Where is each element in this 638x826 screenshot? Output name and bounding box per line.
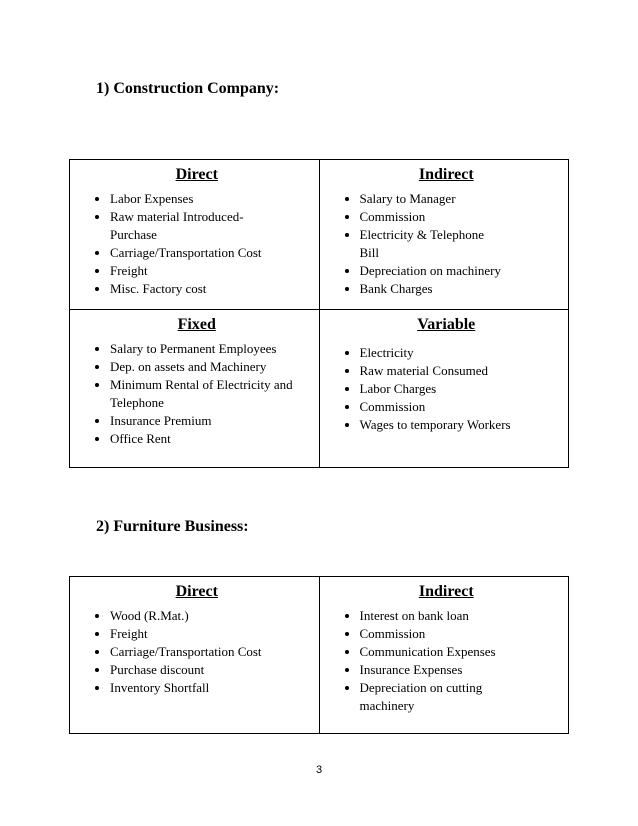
list-item: • Freight	[110, 262, 311, 280]
list-item: • Freight	[110, 625, 311, 643]
cell-indirect	[319, 577, 569, 734]
direct-cost-list	[83, 190, 311, 298]
list-item: • Minimum Rental of Electricity and Telephone	[110, 376, 311, 412]
cell-title-direct: Direct	[175, 583, 218, 600]
cell-fixed	[70, 310, 320, 468]
list-item: • Salary to Manager	[360, 190, 561, 208]
cell-indirect	[319, 160, 569, 310]
list-item: • Wood (R.Mat.)	[110, 607, 311, 625]
list-item: • Raw material Introduced-Purchase	[110, 208, 311, 244]
section-heading-furniture: 2) Furniture Business:	[96, 518, 249, 535]
list-item: • Salary to Permanent Employees	[110, 340, 311, 358]
indirect-cost-list	[333, 190, 561, 298]
list-item: • Labor Expenses	[110, 190, 311, 208]
list-item: • Insurance Expenses	[360, 661, 561, 679]
list-item: • Labor Charges	[360, 380, 561, 398]
list-item: • Commission	[360, 625, 561, 643]
list-item: • Bank Charges	[360, 280, 561, 298]
construction-cost-table	[69, 159, 569, 468]
list-item: • Communication Expenses	[360, 643, 561, 661]
cell-title-direct: Direct	[175, 166, 218, 183]
list-item: • Wages to temporary Workers	[360, 416, 561, 434]
list-item: • Raw material Consumed	[360, 362, 561, 380]
cell-title-variable: Variable	[417, 316, 476, 333]
list-item: • Depreciation on cutting machinery	[360, 679, 561, 715]
list-item: • Interest on bank loan	[360, 607, 561, 625]
indirect-cost-list	[333, 607, 561, 715]
cell-title-indirect: Indirect	[418, 166, 474, 183]
cell-variable	[319, 310, 569, 468]
cell-title-indirect: Indirect	[418, 583, 474, 600]
list-item: • Misc. Factory cost	[110, 280, 311, 298]
list-item: • Inventory Shortfall	[110, 679, 311, 697]
cell-title-fixed: Fixed	[177, 316, 216, 333]
list-item: • Electricity & Telephone Bill	[360, 226, 561, 262]
furniture-cost-table	[69, 576, 569, 734]
list-item: • Carriage/Transportation Cost	[110, 244, 311, 262]
list-item: • Depreciation on machinery	[360, 262, 561, 280]
section-heading-construction: 1) Construction Company:	[96, 80, 280, 97]
list-item: • Dep. on assets and Machinery	[110, 358, 311, 376]
variable-cost-list	[333, 344, 561, 434]
direct-cost-list	[83, 607, 311, 697]
list-item: • Commission	[360, 208, 561, 226]
cell-direct	[70, 160, 320, 310]
list-item: • Carriage/Transportation Cost	[110, 643, 311, 661]
list-item: • Insurance Premium	[110, 412, 311, 430]
list-item: • Office Rent	[110, 430, 311, 448]
cell-direct	[70, 577, 320, 734]
page-number: 3	[315, 764, 323, 776]
list-item: • Purchase discount	[110, 661, 311, 679]
list-item: • Commission	[360, 398, 561, 416]
fixed-cost-list	[83, 340, 311, 448]
list-item: • Electricity	[360, 344, 561, 362]
